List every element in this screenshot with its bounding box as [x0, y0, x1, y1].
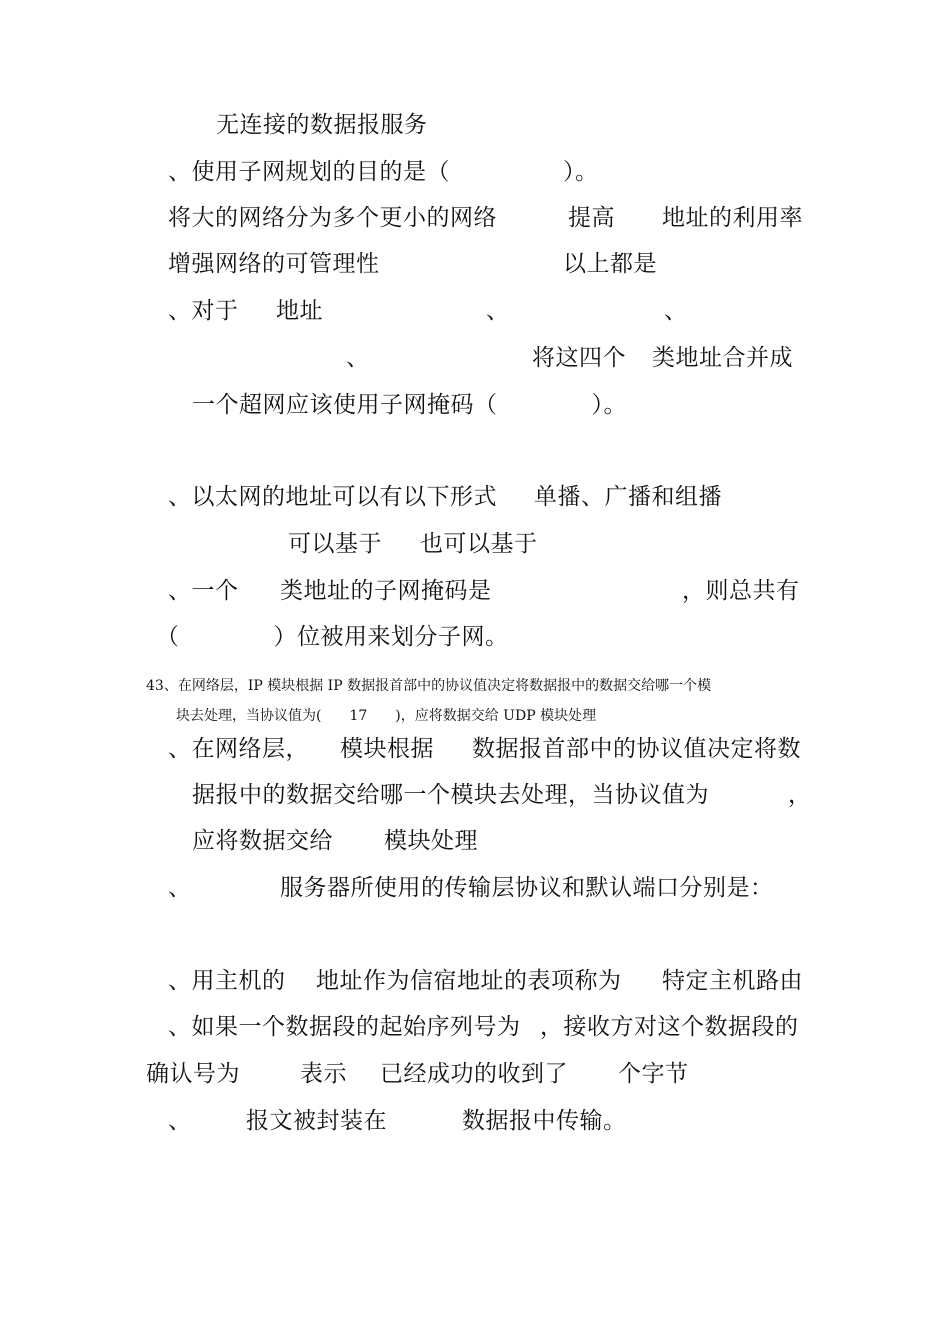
- text-fragment: ）。: [563, 159, 599, 185]
- text-fragment: ，接收方对这个数据段的: [540, 1014, 799, 1040]
- option-text: 提高: [568, 205, 615, 231]
- question-line: 、在网络层，: [168, 736, 309, 762]
- text-fragment: 类地址合并成: [652, 345, 793, 371]
- text-fragment: 特定主机路由: [662, 968, 803, 994]
- text-line: 无连接的数据报服务: [216, 112, 428, 138]
- text-fragment: 地址作为信宿地址的表项称为: [316, 968, 622, 994]
- question-line: 、一个: [168, 578, 239, 604]
- text-fragment: 、: [486, 298, 510, 324]
- text-fragment: 个字节: [618, 1061, 689, 1087]
- question-line: 、以太网的地址可以有以下形式: [168, 484, 497, 510]
- text-fragment: 、: [346, 345, 370, 371]
- text-fragment: 、: [664, 298, 688, 324]
- text-fragment: 服务器所使用的传输层协议和默认端口分别是：: [280, 875, 774, 901]
- question-43-line-1: 43、在网络层，IP 模块根据 IP 数据报首部中的协议值决定将数据报中的数据交给哪一个模: [146, 678, 712, 694]
- option-text: 将大的网络分为多个更小的网络: [168, 205, 497, 231]
- text-line: 据报中的数据交给哪一个模块去处理，当协议值为: [192, 782, 709, 808]
- question-line: 、: [168, 875, 192, 901]
- text-fragment: ，则总共有: [682, 578, 800, 604]
- question-line: 、如果一个数据段的起始序列号为: [168, 1014, 521, 1040]
- text-fragment: 数据报中传输。: [462, 1108, 627, 1134]
- question-line: 、对于: [168, 298, 239, 324]
- text-line: （ ）位被用来划分子网。: [156, 624, 509, 650]
- text-fragment: 类地址的子网掩码是: [280, 578, 492, 604]
- question-43-line-2: 块去处理，当协议值为( 17 )，应将数据交给 UDP 模块处理: [176, 708, 597, 724]
- question-line: 、用主机的: [168, 968, 286, 994]
- text-fragment: 将这四个: [532, 345, 626, 371]
- text-fragment: 模块根据: [340, 736, 434, 762]
- text-line: 一个超网应该使用子网掩码（ ）。: [192, 392, 627, 418]
- text-fragment: 地址: [276, 298, 323, 324]
- text-fragment: 应将数据交给: [192, 828, 333, 854]
- option-text: 以上都是: [563, 251, 657, 277]
- text-fragment: 报文被封装在: [246, 1108, 387, 1134]
- text-fragment: 也可以基于: [420, 531, 538, 557]
- option-text: 增强网络的可管理性: [168, 251, 380, 277]
- text-fragment: ，: [788, 782, 812, 808]
- option-text: 地址的利用率: [662, 205, 803, 231]
- text-fragment: 数据报首部中的协议值决定将数: [472, 736, 801, 762]
- text-fragment: 已经成功的收到了: [380, 1061, 568, 1087]
- text-fragment: 模块处理: [384, 828, 478, 854]
- question-line: 、: [168, 1108, 192, 1134]
- text-fragment: 确认号为: [146, 1061, 240, 1087]
- text-fragment: 单播、广播和组播: [534, 484, 722, 510]
- text-fragment: 可以基于: [288, 531, 382, 557]
- text-fragment: 表示: [300, 1061, 347, 1087]
- question-line: 、使用子网规划的目的是（: [168, 159, 450, 185]
